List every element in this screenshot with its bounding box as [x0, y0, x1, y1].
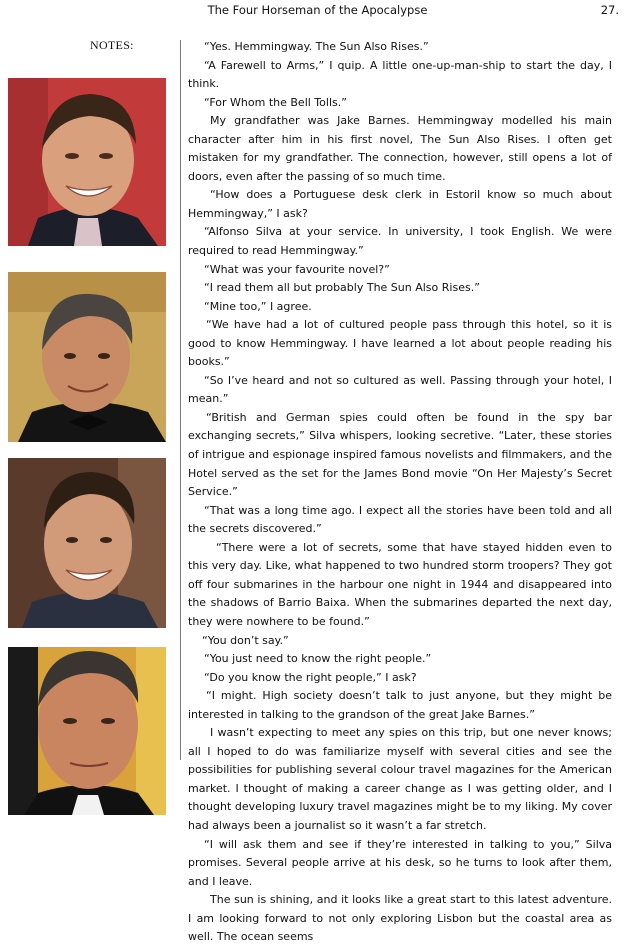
paragraph: I wasn’t expecting to meet any spies on this trip, but one never knows; all I hoped to do was familiarize myself with several cities and see the possibilities for publishing several colour travel magazines for the American market. I thought of making a career change as I was getting older, and I thought developing luxury travel magazines might be to my liking. My cover had always been a journalist so it wasn’t a far stretch.: [188, 726, 612, 832]
paragraph: “Alfonso Silva at your service. In university, I took English. We were required to read Hemmingway.”: [188, 225, 612, 258]
portrait-photo-4: [8, 647, 166, 815]
portrait-photo-1: [8, 78, 166, 246]
paragraph: “Yes. Hemmingway. The Sun Also Rises.”: [204, 40, 429, 53]
paragraph: The sun is shining, and it looks like a great start to this latest adventure. I am looking forward to not only exploring Lisbon but the coastal area as well. The ocean seems: [188, 893, 612, 944]
paragraph: “A Farewell to Arms,” I quip. A little one-up-man-ship to start the day, I think.: [188, 58, 612, 91]
paragraph: “Mine too,” I agree.: [204, 299, 312, 313]
paragraph: “British and German spies could often be found in the spy bar exchanging secrets,” Silva whispers, looking secretive. “Later, these stories of intrigue and espionage inspired famous novelists and filmmakers, and the Hotel served as the set for the James Bond movie “On Her Majesty’s Secret Service.”: [188, 410, 612, 499]
paragraph: My grandfather was Jake Barnes. Hemmingway modelled his main character after him in his first novel, The Sun Also Rises. I often get mistaken for my grandfather. The connection, however, still opens a lot of doors, even after the passing of so much time.: [188, 114, 612, 183]
portrait-photo-2: [8, 272, 166, 442]
column-divider: [180, 40, 181, 760]
paragraph: “How does a Portuguese desk clerk in Estoril know so much about Hemmingway,” I ask?: [188, 188, 612, 220]
page-number: 27.: [600, 3, 619, 17]
paragraph: “What was your favourite novel?”: [204, 262, 390, 276]
story-text: [188, 38, 612, 947]
paragraph: “I read them all but probably The Sun Also Rises.”: [204, 281, 480, 295]
paragraph: “You just need to know the right people.”: [204, 652, 432, 666]
paragraph: “There were a lot of secrets, some that have stayed hidden even to this very day. Like, what happened to two hundred storm troopers? They got off four submarines in the harbour one night in 1944 and disappeared into the shadows of Barrio Baixa. When the submarines departed the next day, they were nowhere to be found.”: [188, 540, 612, 628]
paragraph: “So I’ve heard and not so cultured as well. Passing through your hotel, I mean.”: [188, 373, 612, 406]
paragraph: “I will ask them and see if they’re interested in talking to you,” Silva promises. Several people arrive at his desk, so he turns to look after them, and I leave.: [188, 837, 612, 888]
notes-label: NOTES:: [90, 38, 134, 52]
paragraph: “Do you know the right people,” I ask?: [204, 670, 417, 684]
paragraph: “I might. High society doesn’t talk to just anyone, but they might be interested in talking to the grandson of the great Jake Barnes.”: [188, 689, 612, 721]
page-header-title: The Four Horseman of the Apocalypse: [207, 3, 428, 17]
paragraph: “We have had a lot of cultured people pass through this hotel, so it is good to know Hemmingway. I have learned a lot about people reading his books.”: [188, 318, 612, 369]
portrait-photo-3: [8, 458, 166, 628]
paragraph: “You don’t say.”: [202, 633, 289, 647]
paragraph: “For Whom the Bell Tolls.”: [204, 95, 347, 109]
paragraph: “That was a long time ago. I expect all the stories have been told and all the secrets discovered.”: [188, 503, 612, 536]
